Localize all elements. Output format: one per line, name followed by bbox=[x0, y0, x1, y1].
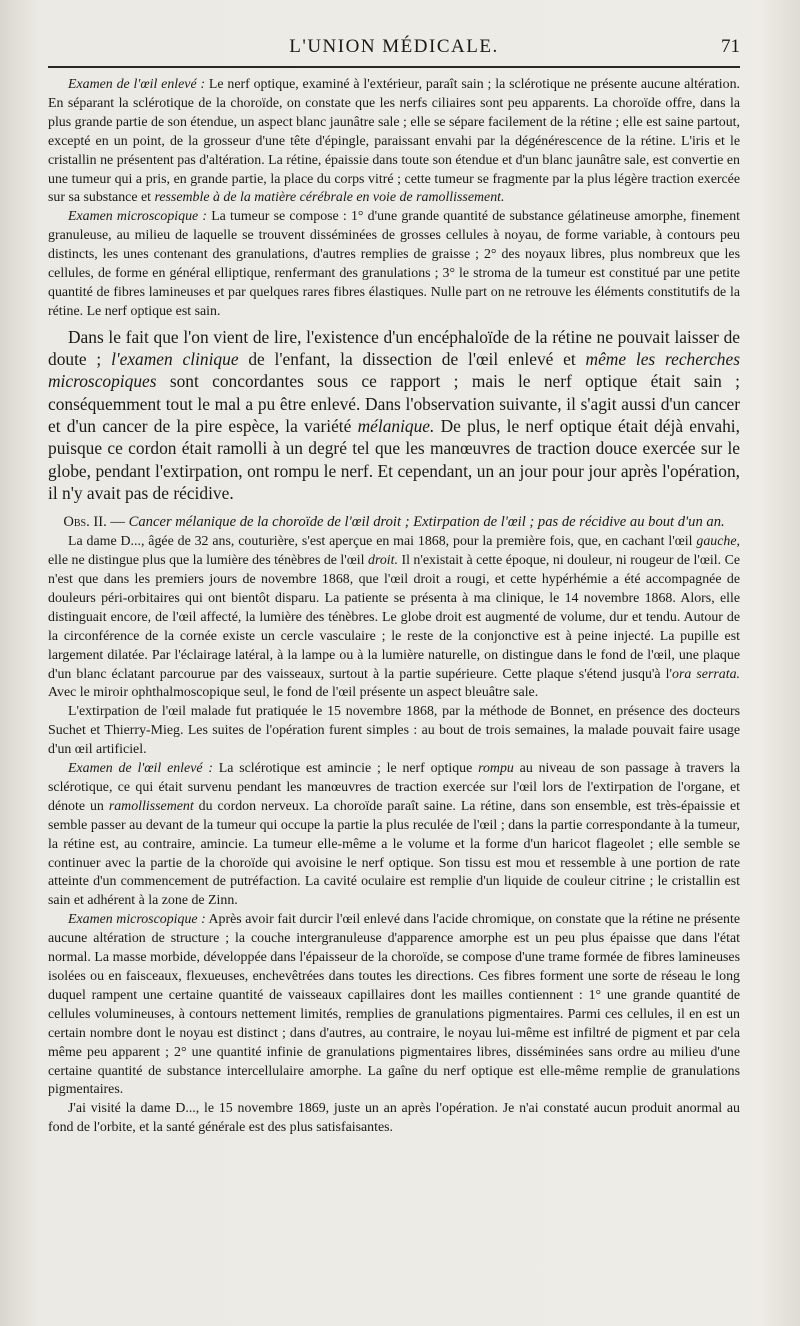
text-run: Avec le miroir ophthalmoscopique seul, le fond de l'œil présente un aspect bleuâtre sale. bbox=[48, 685, 539, 701]
paragraph-extirpation: L'extirpation de l'œil malade fut pratiquée le 15 novembre 1868, par la méthode de Bonnet, en présence des docteurs Suchet et Thierry-Mieg. Les suites de l'opération furent simples : au bout de trois semaines, la malade pouvait faire usage d'un œil artificiel. bbox=[48, 704, 740, 758]
text-run: La sclérotique est amincie ; le nerf optique bbox=[212, 761, 479, 777]
observation-heading bbox=[48, 513, 740, 532]
italic-run: gauche, bbox=[696, 534, 740, 550]
text-run: Dans le fait que l'on vient de lire, l'existence d'un encéphaloïde de la rétine ne pouvait laisser de doute ; bbox=[48, 326, 740, 370]
italic-run: ramollissement bbox=[108, 798, 194, 814]
paragraph-commentary bbox=[48, 326, 740, 504]
paragraph-text: Après avoir fait durcir l'œil enlevé dans l'acide chromique, on constate que la rétine ne présente aucune altération de structure ; la couche intergranuleuse d'apparence amorphe est un peu plus épaisse que dans l'état normal. La masse morbide, développée dans l'épaisseur de la choroïde, se compose d'une trame formée de fibres lamineuses isolées ou en faisceaux, flexueuses, enchevêtrées dans toutes les directions. Ces fibres forment une sorte de réseau le long duquel rampent une certaine quantité de vaisseaux capillaires dont les mailles contiennent : 1° une grande quantité de cellules volumineuses, à contours nettement limités, remplies de granulations pigmentaires. Parmi ces cellules, il en est un certain nombre dont le noyau est distinct ; dans d'autres, au contraire, le noyau lui-même est infiltré de pigment et par cela même peu apparent ; 2° une quantité infinie de granulations pigmentaires libres, disséminées sans ordre au milieu d'une certaine quantité de substance intercellulaire amorphe. La gaîne du nerf optique est elle-même remplie de granulations pigmentaires. bbox=[48, 912, 740, 1098]
paragraph-italic: ressemble à de la matière cérébrale en voie de ramollissement. bbox=[154, 190, 505, 206]
paragraph-text: La tumeur se compose : 1° d'une grande quantité de substance gélatineuse amorphe, finement granuleuse, au milieu de laquelle se trouvent disséminées de grosses cellules à noyau, de forme variable, à contours peu distincts, les unes contenant des granulations, d'autres remplies de graisse ; 2° des noyaux libres, plus nombreux que les cellules, de forme en général elliptique, renfermant des granulations ; 3° le stroma de la tumeur est constitué par une petite quantité de fibres lamineuses et par quelques rares fibres élastiques. Nulle part on ne retrouve les éléments constitutifs de la rétine. Le nerf optique est sain. bbox=[48, 209, 741, 319]
running-head bbox=[48, 30, 740, 68]
text-run: Il n'existait à cette époque, ni douleur, ni rougeur de l'œil. Ce n'est que dans les premiers jours de novembre 1868, que l'œil droit a rougi, et cette hypérhémie a été accompagnée de douleurs péri-orbitaires qui ont bientôt disparu. La patiente se présenta à ma clinique, le 14 novembre 1868. Alors, elle distinguait encore, de l'œil affecté, la lumière des ténèbres. Le globe droit est augmenté de volume, dur et tendu. Autour de la circonférence de la cornée existe un cercle vasculaire ; le reste de la conjonctive est à peine injecté. La pupille est largement dilatée. Par l'éclairage latéral, à la lampe ou à la lumière naturelle, on distingue dans le fond de l'œil, une plaque d'un blanc éclatant parcourue par des vaisseaux, surtout à la partie supérieure. Cette plaque s'étend jusqu'à l' bbox=[48, 553, 741, 682]
italic-run: rompu bbox=[478, 761, 514, 777]
observation-label: Obs. II. bbox=[63, 514, 107, 531]
paragraph-eye-exam-2 bbox=[48, 760, 740, 911]
text-run: de l'enfant, la dissection de l'œil enlevé et bbox=[238, 349, 586, 370]
paragraph-lead: Examen microscopique : bbox=[68, 209, 208, 225]
paragraph-lead: Examen de l'œil enlevé : bbox=[68, 761, 213, 777]
italic-run: droit. bbox=[368, 553, 398, 569]
text-run: La dame D..., âgée de 32 ans, couturière, s'est aperçue en mai 1868, pour la première fois, que, en cachant l'œil bbox=[68, 534, 697, 550]
paragraph-lead: Examen microscopique : bbox=[68, 912, 206, 928]
paragraph-follow-up: J'ai visité la dame D..., le 15 novembre 1869, juste un an après l'opération. Je n'ai constaté aucun produit anormal au fond de l'orbite, et la santé générale est des plus satisfaisantes. bbox=[48, 1101, 740, 1136]
text-run: De plus, le nerf optique était déjà envahi, puisque ce cordon était ramolli à un degré tel que les manœuvres de traction douce exercée sur le globe, pendant l'extirpation, ont rompu le nerf. Et cependant, un an jour pour jour après l'opération, il n'y avait pas de récidive. bbox=[48, 415, 740, 503]
text-run: au niveau de son passage à travers la sclérotique, ce qui était survenu pendant les manœuvres de traction exercée sur l'œil lors de l'extirpation de l'organe, et dénote un bbox=[48, 761, 740, 814]
italic-run: mélanique. bbox=[357, 415, 435, 436]
paragraph-case-history bbox=[48, 533, 740, 703]
paragraph-eye-exam-1 bbox=[48, 76, 740, 208]
paragraph-lead: Examen de l'œil enlevé : bbox=[68, 77, 206, 92]
observation-dash: — bbox=[106, 514, 129, 531]
italic-run: ora serrata. bbox=[672, 666, 740, 682]
paragraph-text: Le nerf optique, examiné à l'extérieur, paraît sain ; la sclérotique ne présente aucune altération. En séparant la sclérotique de la choroïde, on constate que les nerfs ciliaires sont peu apparents. La choroïde offre, dans la plus grande partie de son étendue, un aspect blanc jaunâtre sale ; elle se sépare facilement de la rétine ; elle est saine partout, excepté en un point, de la grosseur d'une tête d'épingle, paraissant envahi par la dégénérescence de la rétine. L'iris et le cristallin ne présentent pas d'altération. La rétine, épaissie dans toute son étendue et d'un blanc jaunâtre sale, est convertie en une tumeur qui a pris, en grande partie, la place du corps vitré ; cette tumeur se fragmente par la plus légère traction exercée sur sa substance et bbox=[48, 77, 740, 206]
page-number: 71 bbox=[721, 36, 740, 57]
paragraph-microscopic-2 bbox=[48, 911, 740, 1100]
text-run: du cordon nerveux. La choroïde paraît saine. La rétine, dans son ensemble, est très-épaissie et semble passer au devant de la tumeur qui occupe la partie la plus reculée de l'œil ; dans la partie correspondante à la tumeur, la rétine est, au contraire, amincie. La tumeur elle-même a le volume et la forme d'un haricot flageolet ; elle semble se continuer avec la partie de la choroïde qui avoisine le nerf optique. Son tissu est mou et ressemble à une portion de rate atteinte d'un commencement de putréfaction. La cavité oculaire est remplie d'un liquide de couleur citrine ; le cristallin est sain et adhérent à la zone de Zinn. bbox=[48, 798, 740, 909]
text-run: elle ne distingue plus que la lumière des ténèbres de l'œil bbox=[48, 553, 369, 569]
text-run: sont concordantes sous ce rapport ; mais le nerf optique était sain ; conséquemment tout le mal a pu être enlevé. Dans l'observation suivante, il s'agit aussi d'un cancer et d'un cancer de la pire espèce, la variété bbox=[48, 371, 740, 436]
italic-run: même les recherches microscopiques bbox=[48, 349, 740, 392]
observation-title: Cancer mélanique de la choroïde de l'œil droit ; Extirpation de l'œil ; pas de récidive au bout d'un an. bbox=[128, 514, 725, 531]
paragraph-microscopic-1 bbox=[48, 208, 740, 321]
running-title: L'UNION MÉDICALE. bbox=[289, 36, 499, 57]
italic-run: l'examen clinique bbox=[111, 349, 239, 370]
